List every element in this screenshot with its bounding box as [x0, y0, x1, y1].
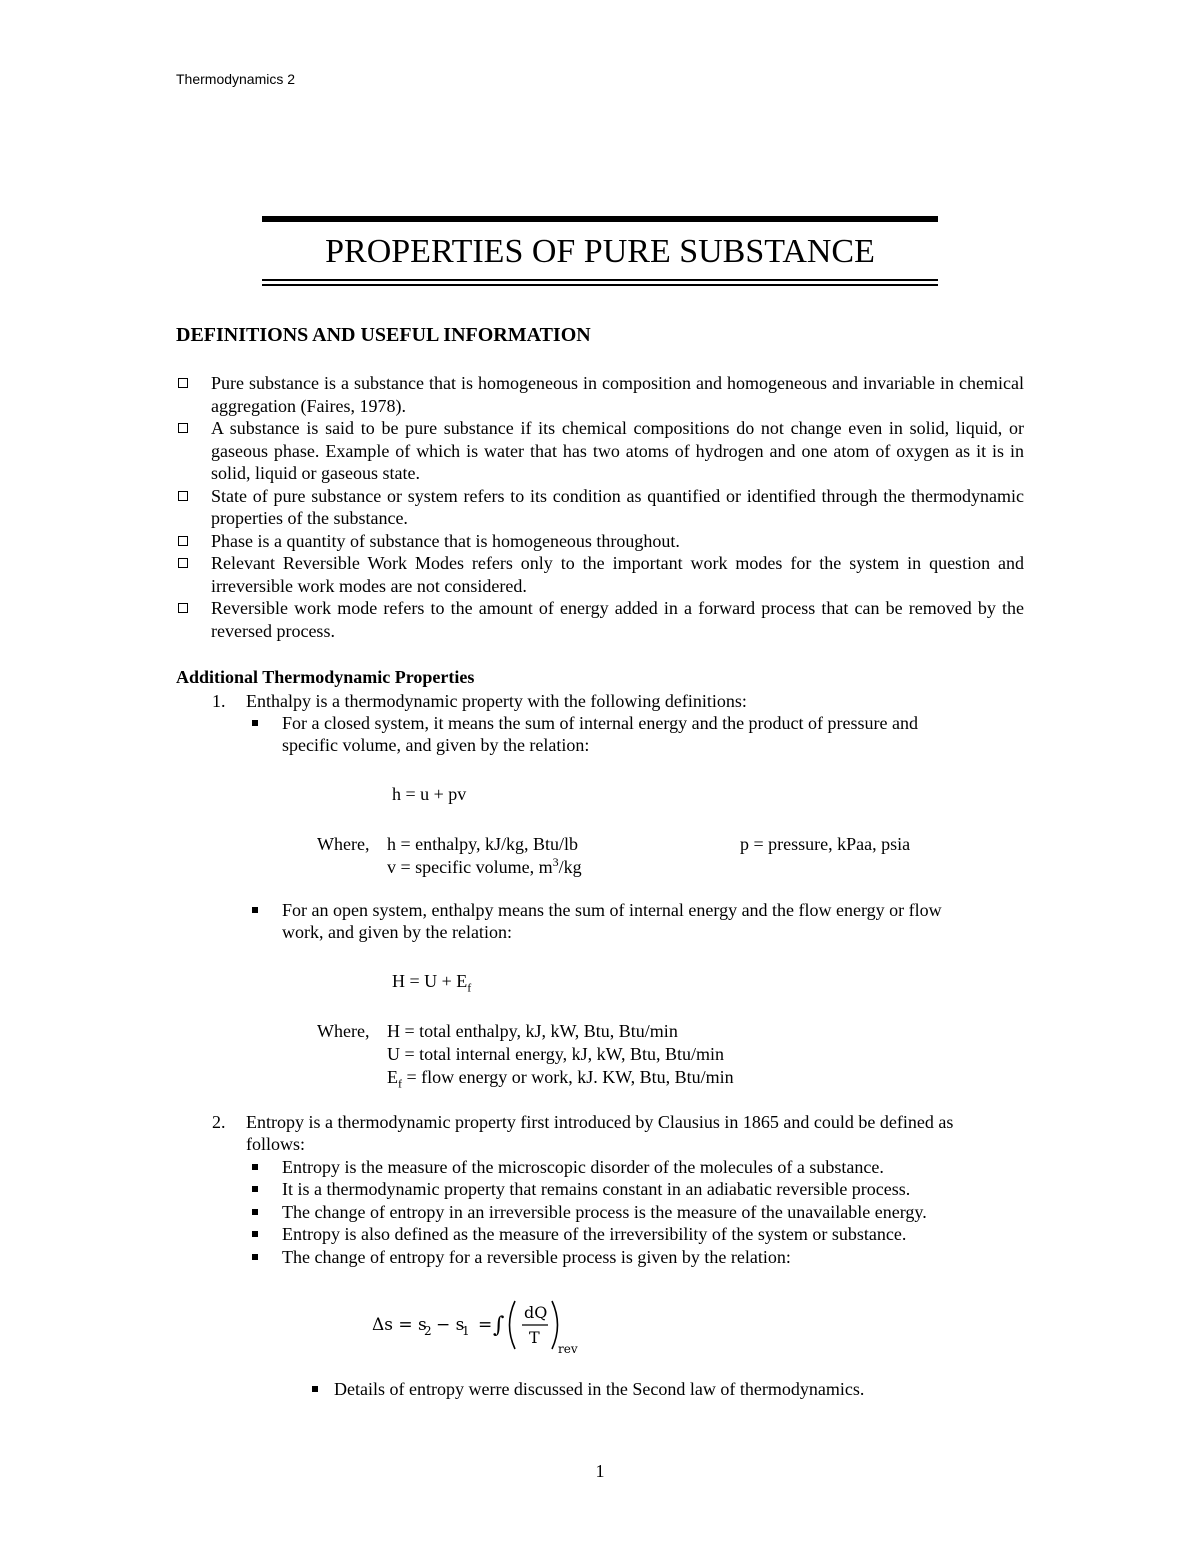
- definition-text: Relevant Reversible Work Modes refers only to the important work modes for the system in question and irreversible work modes are not considered.: [211, 553, 1024, 596]
- square-bullet-icon: [252, 1231, 258, 1237]
- enthalpy-intro: Enthalpy is a thermodynamic property with the following definitions:: [246, 691, 747, 711]
- definition-item: [176, 597, 1024, 642]
- entropy-intro-line-1: Entropy is a thermodynamic property first introduced by Clausius in 1865 and could be defined as: [246, 1112, 954, 1132]
- subsection-heading: Additional Thermodynamic Properties: [176, 667, 475, 687]
- formula-equals: =: [478, 1315, 493, 1335]
- square-bullet-icon: [178, 558, 188, 568]
- definition-text: State of pure substance or system refers to its condition as quantified or identified through the thermodynamic properties of the substance.: [211, 485, 1024, 528]
- page-title: PROPERTIES OF PURE SUBSTANCE: [325, 233, 875, 270]
- integral-icon: ∫: [493, 1313, 505, 1338]
- definition-item: [176, 485, 1024, 530]
- where-pressure: p = pressure, kPaa, psia: [740, 834, 911, 854]
- square-bullet-icon: [252, 907, 258, 913]
- square-bullet-icon: [178, 536, 188, 546]
- open-system-line-1: For an open system, enthalpy means the sum of internal energy and the flow energy or flow: [282, 900, 942, 920]
- where-specific-volume: v = specific volume, $m^3/kg$: [387, 855, 582, 877]
- where-label: Where,: [317, 1021, 370, 1041]
- left-paren-icon: [510, 1301, 516, 1349]
- where-flow-energy: $E_f$ = flow energy or work, kJ. KW, Btu, Btu/min: [387, 1067, 734, 1091]
- entropy-bullet: It is a thermodynamic property that remains constant in an adiabatic reversible process.: [282, 1179, 911, 1199]
- where-internal-energy: U = total internal energy, kJ, kW, Btu, Btu/min: [387, 1044, 724, 1064]
- right-paren-icon: [552, 1301, 558, 1349]
- formula-minus-s: − s: [436, 1315, 465, 1335]
- closed-formula: h = u + pv: [392, 784, 467, 804]
- list-number: 1.: [212, 691, 226, 711]
- formula-numerator: dQ: [524, 1303, 548, 1322]
- square-bullet-icon: [178, 603, 188, 613]
- square-bullet-icon: [178, 423, 188, 433]
- square-bullet-icon: [178, 378, 188, 388]
- square-bullet-icon: [252, 1186, 258, 1192]
- closed-system-line-1: For a closed system, it means the sum of internal energy and the product of pressure and: [282, 713, 919, 733]
- square-bullet-icon: [252, 720, 258, 726]
- formula-subscript: rev: [558, 1342, 578, 1356]
- section-heading: DEFINITIONS AND USEFUL INFORMATION: [176, 324, 591, 346]
- definition-item: [176, 530, 1024, 553]
- where-label: Where,: [317, 834, 370, 854]
- square-bullet-icon: [252, 1209, 258, 1215]
- entropy-formula: [372, 1295, 602, 1365]
- definition-text: Pure substance is a substance that is homogeneous in composition and homogeneous and invariable in chemical aggregation (Faires, 1978).: [211, 373, 1024, 416]
- running-header: Thermodynamics 2: [176, 71, 296, 87]
- formula-denominator: T: [529, 1328, 540, 1347]
- definitions-list: [176, 372, 1024, 642]
- definition-item: [176, 552, 1024, 597]
- list-number: 2.: [212, 1112, 226, 1132]
- square-bullet-icon: [252, 1254, 258, 1260]
- where-enthalpy: h = enthalpy, kJ/kg, Btu/lb: [387, 834, 578, 854]
- entropy-bullet: Entropy is the measure of the microscopic disorder of the molecules of a substance.: [282, 1157, 884, 1177]
- definition-text: Reversible work mode refers to the amount of energy added in a forward process that can be removed by the reversed process.: [211, 598, 1024, 641]
- definition-item: [176, 417, 1024, 485]
- open-formula: $H = U + E_f$: [392, 971, 472, 995]
- closed-system-line-2: specific volume, and given by the relation:: [282, 735, 590, 755]
- formula-s1-sub: 1: [462, 1324, 470, 1338]
- formula-lhs: Δs = s: [372, 1315, 427, 1335]
- definition-text: Phase is a quantity of substance that is homogeneous throughout.: [211, 530, 680, 551]
- entropy-bullet: Entropy is also defined as the measure of the irreversibility of the system or substance.: [282, 1224, 907, 1244]
- entropy-intro-line-2: follows:: [246, 1134, 306, 1154]
- title-rule-top: [262, 216, 938, 222]
- formula-s2-sub: 2: [424, 1324, 432, 1338]
- square-bullet-icon: [312, 1386, 318, 1392]
- page-number: 1: [595, 1461, 605, 1481]
- title-rule-bottom-2: [262, 284, 938, 286]
- entropy-details: Details of entropy werre discussed in the Second law of thermodynamics.: [334, 1379, 865, 1399]
- square-bullet-icon: [178, 491, 188, 501]
- definition-text: A substance is said to be pure substance if its chemical compositions do not change even in solid, liquid, or gaseous phase. Example of which is water that has two atoms of hydrogen and one atom of oxygen as it is in solid, liquid or gaseous state.: [211, 418, 1024, 483]
- title-rule-bottom-1: [262, 279, 938, 281]
- square-bullet-icon: [252, 1164, 258, 1170]
- entropy-bullet: The change of entropy in an irreversible process is the measure of the unavailable energy.: [282, 1202, 927, 1222]
- definition-item: [176, 372, 1024, 417]
- open-system-line-2: work, and given by the relation:: [282, 922, 512, 942]
- where-total-enthalpy: H = total enthalpy, kJ, kW, Btu, Btu/min: [387, 1021, 678, 1041]
- entropy-bullet: The change of entropy for a reversible process is given by the relation:: [282, 1247, 791, 1267]
